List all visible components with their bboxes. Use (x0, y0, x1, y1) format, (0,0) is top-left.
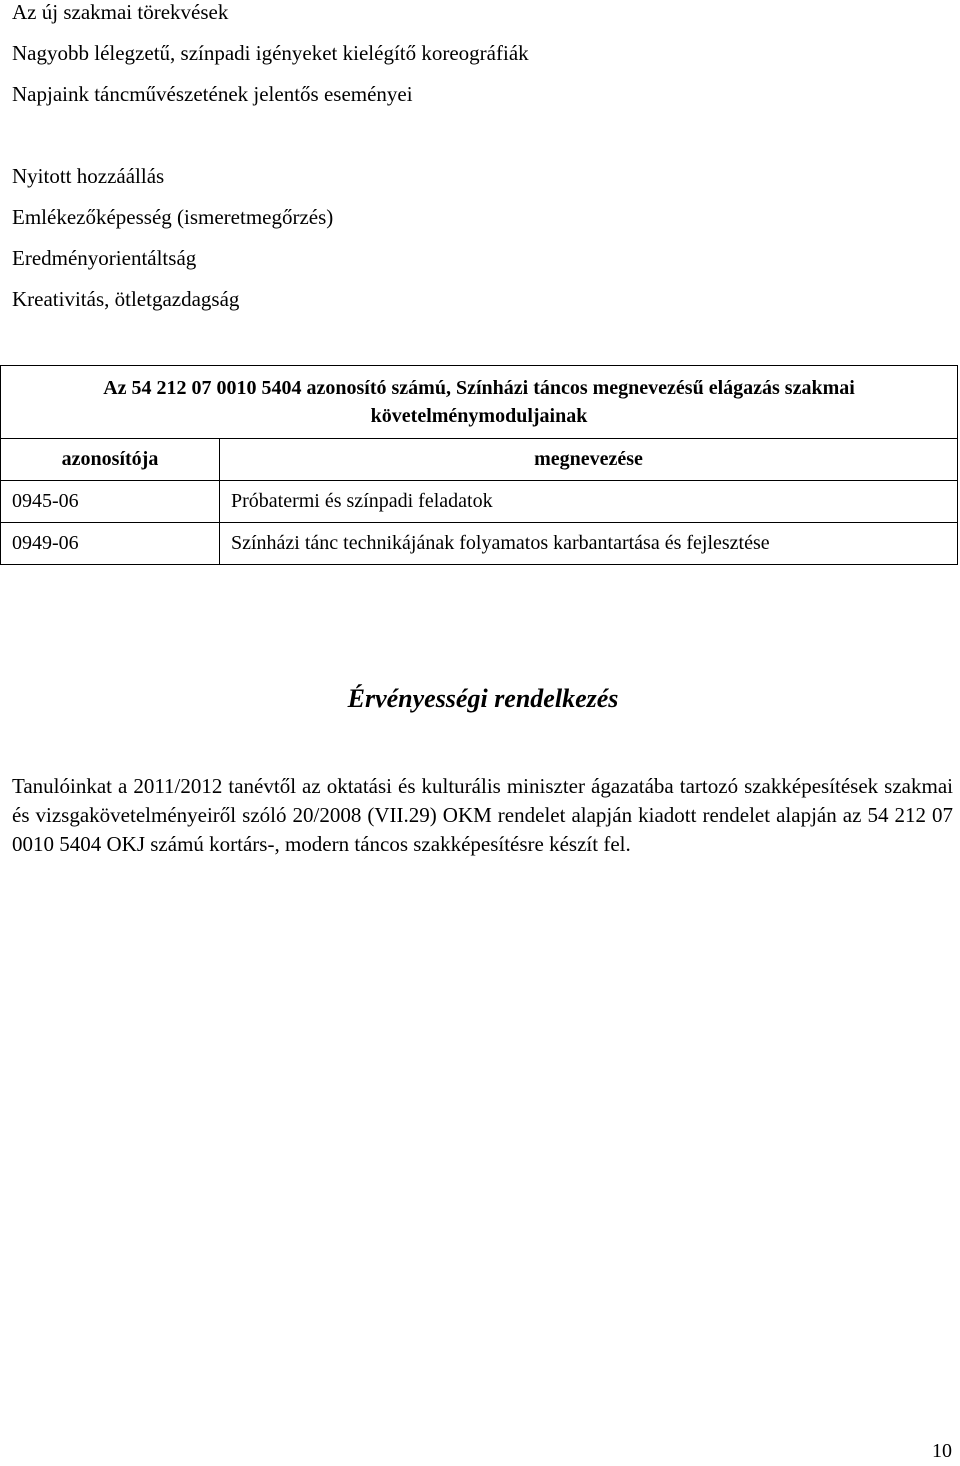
table-row (1, 523, 958, 565)
text-line-2: Nagyobb lélegzetű, színpadi igényeket kielégítő koreográfiák (12, 41, 529, 65)
text-line-4: Nyitott hozzáállás (12, 164, 165, 188)
table-caption: Az 54 212 07 0010 5404 azonosító számú, Színházi táncos megnevezésű elágazás szakmai követelménymoduljainak (1, 366, 958, 439)
text-line-6: Eredményorientáltság (12, 246, 197, 270)
text-line-3: Napjaink táncművészetének jelentős eseményei (12, 82, 413, 106)
validity-paragraph: Tanulóinkat a 2011/2012 tanévtől az oktatási és kulturális miniszter ágazatába tartozó szakképesítések szakmai és vizsgakövetelményeiről szóló 20/2008 (VII.29) OKM rendelet alapján kiadott rendelet alapján az 54 212 07 0010 5404 OKJ számú kortárs-, modern táncos szakképesítésre készít fel. (12, 774, 953, 856)
header-id: azonosítója (1, 439, 220, 481)
module-name-cell: Színházi tánc technikájának folyamatos karbantartása és fejlesztése (220, 523, 958, 565)
page-number: 10 (932, 1440, 952, 1462)
text-line-1: Az új szakmai törekvések (12, 0, 229, 24)
table-row (1, 481, 958, 523)
table-header-row (1, 439, 958, 481)
text-line-5: Emlékezőképesség (ismeretmegőrzés) (12, 205, 334, 229)
header-name: megnevezése (220, 439, 958, 481)
module-id-cell: 0945-06 (1, 481, 220, 523)
module-id-cell: 0949-06 (1, 523, 220, 565)
table-caption-row (1, 366, 958, 439)
module-name-cell: Próbatermi és színpadi feladatok (220, 481, 958, 523)
text-line-7: Kreativitás, ötletgazdagság (12, 287, 240, 311)
modules-table (0, 365, 958, 565)
section-title: Érvényességi rendelkezés (347, 684, 619, 713)
